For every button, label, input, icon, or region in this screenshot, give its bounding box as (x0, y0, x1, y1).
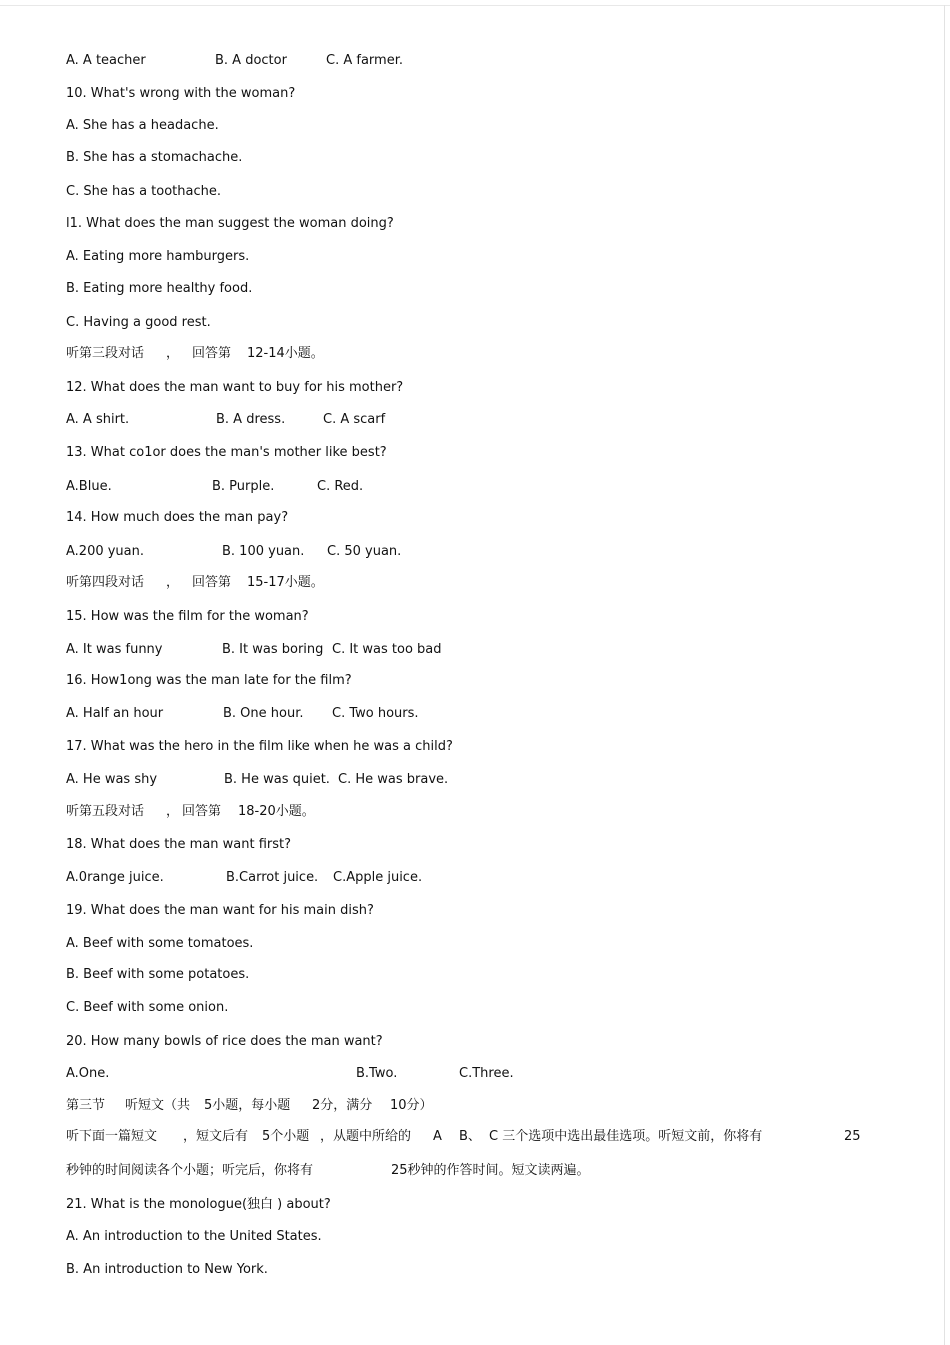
part3-heading-title: 听短文（共 (125, 1098, 191, 1113)
q21-option-b: B. An introduction to New York. (66, 1262, 268, 1277)
q11-option-c: C. Having a good rest. (66, 315, 211, 330)
q14-option-b: B. 100 yuan. (222, 544, 305, 559)
q16-option-a: A. Half an hour (66, 706, 164, 721)
section3-heading-answer: 回答第 (192, 346, 232, 361)
q14-option-c: C. 50 yuan. (327, 544, 402, 559)
section4-heading-answer: 回答第 (192, 575, 232, 590)
section3-heading-comma: ， (166, 346, 180, 361)
q13-option-b: B. Purple. (212, 479, 275, 494)
q16-option-c: C. Two hours. (332, 706, 419, 721)
q17-option-c: C. He was brave. (338, 772, 449, 787)
q12-option-a: A. A shirt. (66, 412, 130, 427)
part3-heading-each: 2分，满分 (312, 1098, 373, 1113)
q18-stem: 18. What does the man want first? (66, 837, 292, 852)
section4-heading-range: 15-17小题。 (247, 575, 324, 590)
q13-option-c: C. Red. (317, 479, 364, 494)
q19-stem: 19. What does the man want for his main dish? (66, 903, 374, 918)
q9-option-b: B. A doctor (215, 53, 287, 68)
q11-stem: l1. What does the man suggest the woman doing? (66, 216, 394, 231)
q9-option-a: A. A teacher (66, 53, 146, 68)
q12-stem: 12. What does the man want to buy for his mother? (66, 380, 404, 395)
q13-option-a: A.Blue. (66, 479, 112, 494)
q20-stem: 20. How many bowls of rice does the man want? (66, 1034, 383, 1049)
q21-option-a: A. An introduction to the United States. (66, 1229, 322, 1244)
q11-option-a: A. Eating more hamburgers. (66, 249, 250, 264)
q16-stem: 16. How1ong was the man late for the film? (66, 673, 352, 688)
part3-instruction-1b: ，短文后有 (183, 1129, 249, 1144)
q18-option-c: C.Apple juice. (333, 870, 423, 885)
section4-heading-text: 听第四段对话 (66, 575, 145, 590)
q10-option-b: B. She has a stomachache. (66, 150, 243, 165)
q12-option-b: B. A dress. (216, 412, 286, 427)
q10-option-a: A. She has a headache. (66, 118, 219, 133)
q11-option-b: B. Eating more healthy food. (66, 281, 253, 296)
q10-option-c: C. She has a toothache. (66, 184, 221, 199)
part3-heading-count: 5小题，每小题 (204, 1098, 291, 1113)
section4-heading-comma: ， (166, 575, 180, 590)
q20-option-b: B.Two. (356, 1066, 398, 1081)
part3-instruction-2b: 25秒钟的作答时间。短文读两遍。 (391, 1163, 590, 1178)
part3-instruction-1c: 5个小题 (262, 1129, 310, 1144)
q15-option-b: B. It was boring (222, 642, 324, 657)
section3-heading-text: 听第三段对话 (66, 346, 145, 361)
section5-heading-text: 听第五段对话 (66, 804, 145, 819)
part3-instruction-2a: 秒钟的时间阅读各个小题；听完后，你将有 (66, 1163, 314, 1178)
part3-heading-total: 10分） (390, 1098, 433, 1113)
part3-instruction-1a: 听下面一篇短文 (66, 1129, 158, 1144)
q20-option-c: C.Three. (459, 1066, 514, 1081)
q19-option-c: C. Beef with some onion. (66, 1000, 229, 1015)
part3-instruction-1g: C 三个选项中选出最佳选项。听短文前，你将有 (489, 1129, 763, 1144)
q17-option-b: B. He was quiet. (224, 772, 330, 787)
part3-instruction-1e: A (433, 1129, 442, 1144)
section5-heading-answer: 回答第 (182, 804, 222, 819)
q14-stem: 14. How much does the man pay? (66, 510, 289, 525)
section5-heading-range: 18-20小题。 (238, 804, 315, 819)
q19-option-a: A. Beef with some tomatoes. (66, 936, 254, 951)
q18-option-a: A.0range juice. (66, 870, 164, 885)
part3-instruction-1h: 25 (844, 1129, 861, 1144)
q10-stem: 10. What's wrong with the woman? (66, 86, 296, 101)
q21-stem: 21. What is the monologue(独白 ) about? (66, 1197, 331, 1212)
part3-instruction-1f: B、 (459, 1129, 481, 1144)
q9-option-c: C. A farmer. (326, 53, 403, 68)
q16-option-b: B. One hour. (223, 706, 304, 721)
section5-heading-comma: ， (166, 804, 180, 819)
q20-option-a: A.One. (66, 1066, 110, 1081)
page-top-edge (0, 5, 950, 6)
q15-option-c: C. It was too bad (332, 642, 442, 657)
part3-instruction-1d: ，从题中所给的 (320, 1129, 412, 1144)
q15-option-a: A. It was funny (66, 642, 163, 657)
q13-stem: 13. What co1or does the man's mother like best? (66, 445, 387, 460)
q14-option-a: A.200 yuan. (66, 544, 145, 559)
page-right-edge (944, 5, 945, 1345)
q17-stem: 17. What was the hero in the film like when he was a child? (66, 739, 453, 754)
q18-option-b: B.Carrot juice. (226, 870, 319, 885)
q12-option-c: C. A scarf (323, 412, 386, 427)
q17-option-a: A. He was shy (66, 772, 158, 787)
part3-heading-label: 第三节 (66, 1098, 106, 1113)
section3-heading-range: 12-14小题。 (247, 346, 324, 361)
q15-stem: 15. How was the film for the woman? (66, 609, 309, 624)
q19-option-b: B. Beef with some potatoes. (66, 967, 250, 982)
